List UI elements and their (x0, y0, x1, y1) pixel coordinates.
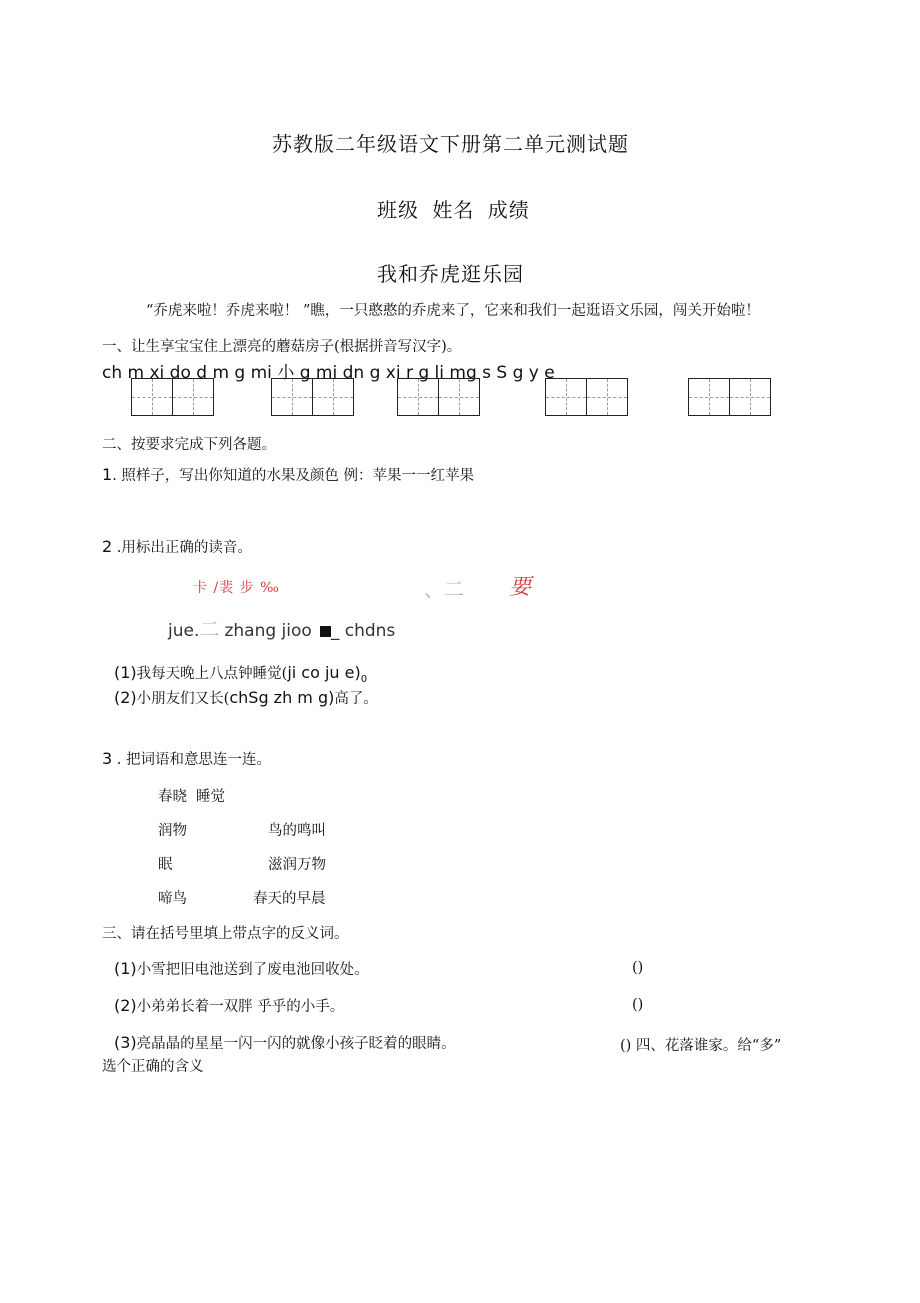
sentence-pinyin: ji co ju e) (287, 663, 361, 682)
faded-noise-text: 卡 /裴 步 ‰ (193, 580, 280, 596)
q3-heading: 三、请在括号里填上带点字的反义词。 (102, 926, 349, 942)
writing-box-group-4[interactable] (545, 378, 628, 416)
sentence-number: (2) (114, 688, 137, 707)
writing-cell[interactable] (729, 378, 771, 416)
writing-cell[interactable] (312, 378, 354, 416)
faded-noise-text: 要 (509, 575, 532, 600)
item-number: 2 (102, 537, 113, 556)
q2-heading: 二、按要求完成下列各题。 (102, 437, 276, 453)
writing-cell[interactable] (438, 378, 480, 416)
answer-parentheses[interactable]: () (632, 960, 644, 976)
q3-item-3 (114, 1032, 456, 1053)
writing-box-group-1[interactable] (131, 378, 214, 416)
item-text: 小雪把旧电池送到了废电池回收处。 (136, 962, 369, 978)
intro-text: “乔虎来啦！乔虎来啦！ ”瞧，一只憨憨的乔虎来了，它来和我们一起逛语文乐园，闯关开始啦！ (146, 303, 760, 319)
item-text: . 把词语和意思连一连。 (112, 752, 272, 768)
match-meaning[interactable]: 睡觉 (196, 789, 225, 805)
item-number: 1 (102, 465, 113, 484)
q3-item-2 (114, 995, 344, 1016)
sentence-pinyin: chSg zh m g) (229, 688, 335, 707)
item-number: (1) (114, 959, 137, 978)
reading-dash: 二 (199, 617, 220, 641)
match-word[interactable]: 春晓 (158, 789, 187, 805)
faded-noise-text: 、二 (424, 577, 464, 601)
sentence-number: (1) (114, 663, 137, 682)
match-meaning[interactable]: 春天的早晨 (253, 891, 326, 907)
item-text: 亮晶晶的星星一闪一闪的就像小孩子眨着的眼睛。 (136, 1036, 456, 1052)
reading-options-line (168, 613, 395, 642)
answer-parentheses[interactable]: () (632, 997, 644, 1013)
q4-heading-tail: 选个正确的含义 (102, 1059, 204, 1075)
writing-box-group-3[interactable] (397, 378, 480, 416)
item-number: (2) (114, 996, 137, 1015)
page-title: 苏教版二年级语文下册第二单元测试题 (272, 132, 629, 156)
writing-box-group-2[interactable] (271, 378, 354, 416)
sentence-text: 高了。 (334, 691, 378, 707)
reading-option: _ chdns (330, 621, 396, 641)
q1-pinyin-line: ch m xi do d m g mi 小 g mi dn g xi r g li mg s S g y e (102, 363, 555, 383)
answer-parentheses[interactable]: () 四、花落谁家。给“多” (620, 1038, 782, 1054)
writing-cell[interactable] (172, 378, 214, 416)
match-word[interactable]: 润物 (158, 823, 187, 839)
writing-cell[interactable] (131, 378, 173, 416)
item-text: . 照样子，写出你知道的水果及颜色 例：苹果一一红苹果 (112, 468, 475, 484)
q2-item2 (102, 536, 252, 557)
match-word[interactable]: 啼鸟 (158, 891, 187, 907)
writing-cell[interactable] (586, 378, 628, 416)
item-text: 小弟弟长着一双胖 乎乎的小手。 (136, 999, 345, 1015)
writing-cell[interactable] (545, 378, 587, 416)
match-word[interactable]: 眠 (158, 857, 173, 873)
q2-sentence-1 (114, 662, 367, 685)
item-number: 3 (102, 749, 113, 768)
info-line: 班级 姓名 成绩 (377, 198, 530, 222)
item-text: .用标出正确的读音。 (112, 540, 252, 556)
reading-option: jue. (168, 621, 200, 641)
q2-item3 (102, 748, 271, 769)
q2-sentence-2 (114, 687, 378, 708)
writing-box-group-5[interactable] (688, 378, 771, 416)
q3-item-1 (114, 958, 369, 979)
sentence-text: 我每天晚上八点钟睡觉( (136, 666, 288, 682)
section-title: 我和乔虎逛乐园 (377, 262, 524, 286)
match-meaning[interactable]: 滋润万物 (268, 857, 326, 873)
writing-cell[interactable] (271, 378, 313, 416)
sentence-text: 小朋友们又长( (136, 691, 230, 707)
item-number: (3) (114, 1033, 137, 1052)
writing-cell[interactable] (397, 378, 439, 416)
writing-cell[interactable] (688, 378, 730, 416)
black-square-mark (320, 626, 331, 637)
sentence-subscript: 0 (360, 674, 368, 686)
reading-option: zhang jioo (224, 621, 312, 641)
q1-heading: 一、让生享宝宝住上漂亮的蘑菇房子(根据拼音写汉字)。 (102, 339, 462, 355)
q2-item1 (102, 464, 474, 485)
match-meaning[interactable]: 鸟的鸣叫 (268, 823, 326, 839)
